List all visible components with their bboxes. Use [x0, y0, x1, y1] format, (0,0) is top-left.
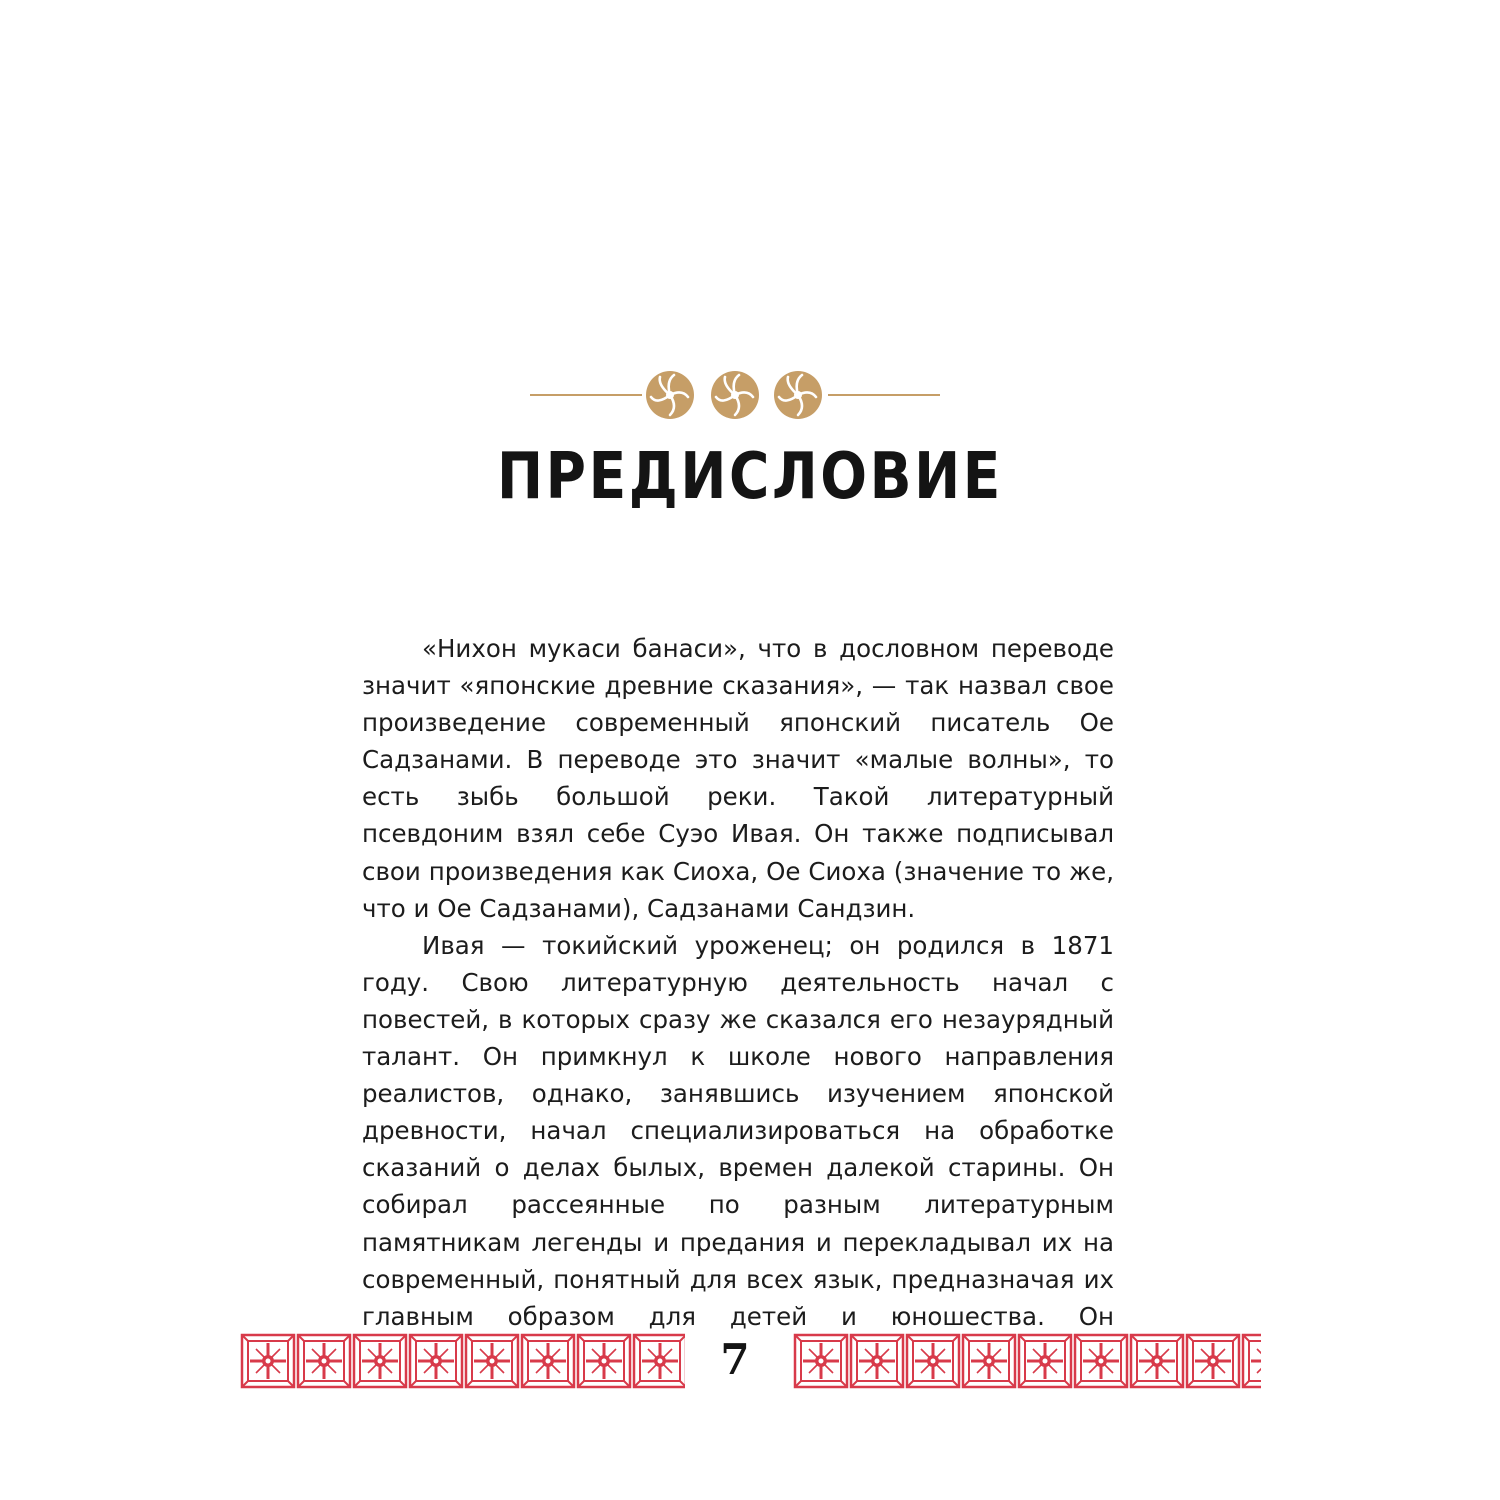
flower-icon [772, 369, 824, 421]
paragraph: Ивая — токийский уроженец; он родился в 1871 году. Свою литературную деятельность начал с повестей, в которых сразу же сказался его незаурядный талант. Он примкнул к школе нового направления реалистов, однако, занявшись изучением японской древности, начал специализироваться на обработке сказаний о делах былых, времен далекой старины. Он собирал рассеянные по разным литературным памятникам легенды и предания и перекладывал их на современный, понятный для всех язык, предназначая их главным образом для детей и юношества. Он [362, 930, 1114, 1331]
lattice-border-left [240, 1333, 685, 1389]
page-number: 7 [720, 1335, 750, 1384]
line-ornament [530, 365, 940, 425]
ornament-line-left [530, 394, 642, 396]
paragraph: «Нихон мукаси банаси», что в дословном переводе значит «японские древние сказания», — так назвал свое произведение современный японский писатель Ое Садзанами. В переводе это значит «малые волны», то есть зыбь большой реки. Такой литературный псевдоним взял себе Суэо Ивая. Он также подписывал свои произведения как Сиоха, Ое Сиоха (значение то же, что и Ое Садзанами), Садзанами Сандзин. [362, 634, 1114, 923]
flower-icon [709, 369, 761, 421]
ornament-line-right [828, 394, 940, 396]
lattice-border-right [793, 1333, 1261, 1389]
body-text [362, 630, 1114, 1335]
chapter-title: ПРЕДИСЛОВИЕ [497, 440, 1003, 514]
flower-icon [644, 369, 696, 421]
